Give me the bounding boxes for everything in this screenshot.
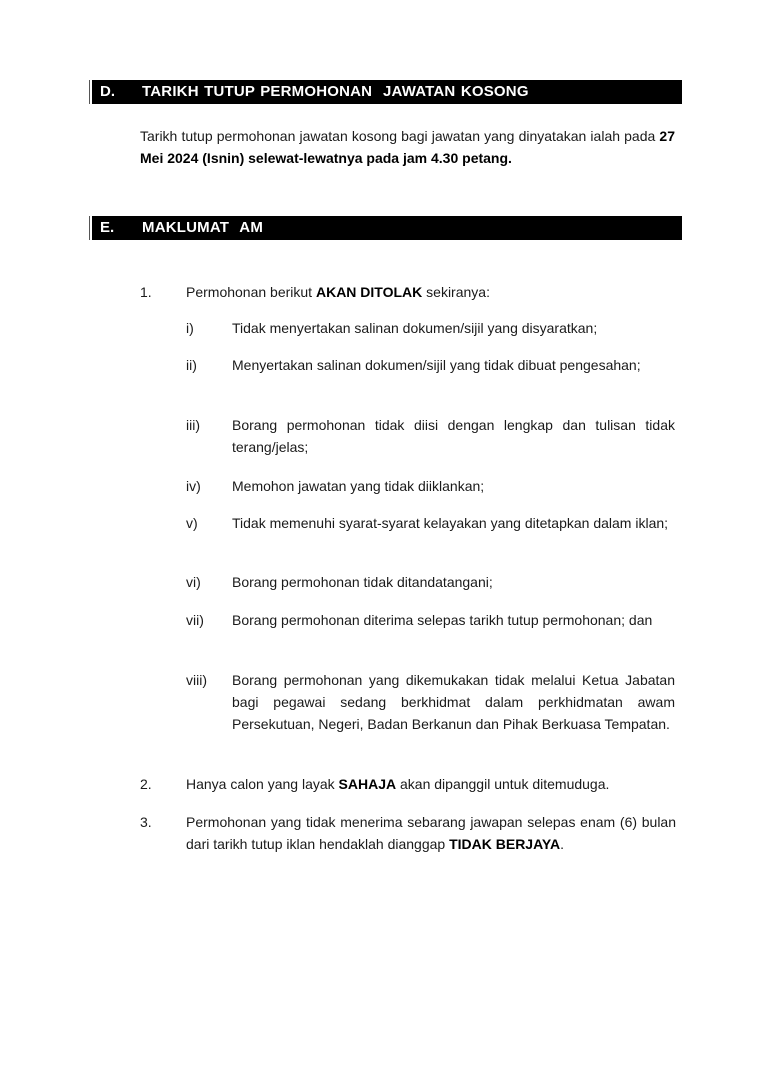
item-3-text-after: . <box>560 836 564 852</box>
item-3-text-before: Permohonan yang tidak menerima sebarang jawapan selepas enam (6) bulan dari tarikh tutup iklan hendaklah dianggap <box>186 814 676 852</box>
item-1-number: 1. <box>140 284 152 300</box>
item-2-text-after: akan dipanggil untuk ditemuduga. <box>396 776 610 792</box>
item-2-number: 2. <box>140 776 152 792</box>
section-d-letter: D. <box>100 83 115 100</box>
section-e-header <box>90 216 682 240</box>
subitem-number: v) <box>186 515 198 531</box>
closing-date-bold: 27 Mei 2024 (Isnin) selewat-lewatnya pada jam 4.30 petang. <box>140 128 675 166</box>
subitem-number: i) <box>186 320 194 336</box>
subitem-text: Menyertakan salinan dokumen/sijil yang tidak dibuat pengesahan; <box>232 357 641 373</box>
section-d-title: TARIKH TUTUP PERMOHONAN JAWATAN KOSONG <box>142 83 529 100</box>
subitem-text: Memohon jawatan yang tidak diiklankan; <box>232 478 485 494</box>
subitem-number: viii) <box>186 672 207 688</box>
section-e-title: MAKLUMAT AM <box>142 219 264 236</box>
item-3-text <box>186 811 676 855</box>
subitem-text: Borang permohonan diterima selepas tarikh tutup permohonan; dan <box>232 612 653 628</box>
section-d-paragraph <box>140 125 675 169</box>
subitem-text: Borang permohonan tidak ditandatangani; <box>232 574 493 590</box>
closing-date-text: Tarikh tutup permohonan jawatan kosong bagi jawatan yang dinyatakan ialah pada <box>140 128 660 144</box>
subitem-number: vi) <box>186 574 201 590</box>
item-1-text-before: Permohonan berikut <box>186 284 316 300</box>
subitem-number: ii) <box>186 357 197 373</box>
item-2-text-bold: SAHAJA <box>338 776 397 792</box>
item-1-text-after: sekiranya: <box>422 284 490 300</box>
subitem-text: Tidak memenuhi syarat-syarat kelayakan yang ditetapkan dalam iklan; <box>232 515 669 531</box>
subitem-number: vii) <box>186 612 204 628</box>
item-3-number: 3. <box>140 814 152 830</box>
item-1-text <box>186 281 676 303</box>
subitem-text: Tidak menyertakan salinan dokumen/sijil yang disyaratkan; <box>232 320 598 336</box>
subitem-number: iii) <box>186 417 200 433</box>
section-e-letter: E. <box>100 219 115 236</box>
item-2-text <box>186 773 676 795</box>
item-3-text-bold: TIDAK BERJAYA <box>449 836 561 852</box>
subitem-number: iv) <box>186 478 201 494</box>
subitem-text: Borang permohonan yang dikemukakan tidak melalui Ketua Jabatan bagi pegawai sedang berkhidmat dalam perkhidmatan awam Persekutuan, Negeri, Badan Berkanun dan Pihak Berkuasa Tempatan. <box>232 672 675 732</box>
item-1-text-bold: AKAN DITOLAK <box>315 284 423 300</box>
item-2-text-before: Hanya calon yang layak <box>186 776 339 792</box>
subitem-text: Borang permohonan tidak diisi dengan lengkap dan tulisan tidak terang/jelas; <box>232 417 675 455</box>
section-d-header <box>90 80 682 104</box>
